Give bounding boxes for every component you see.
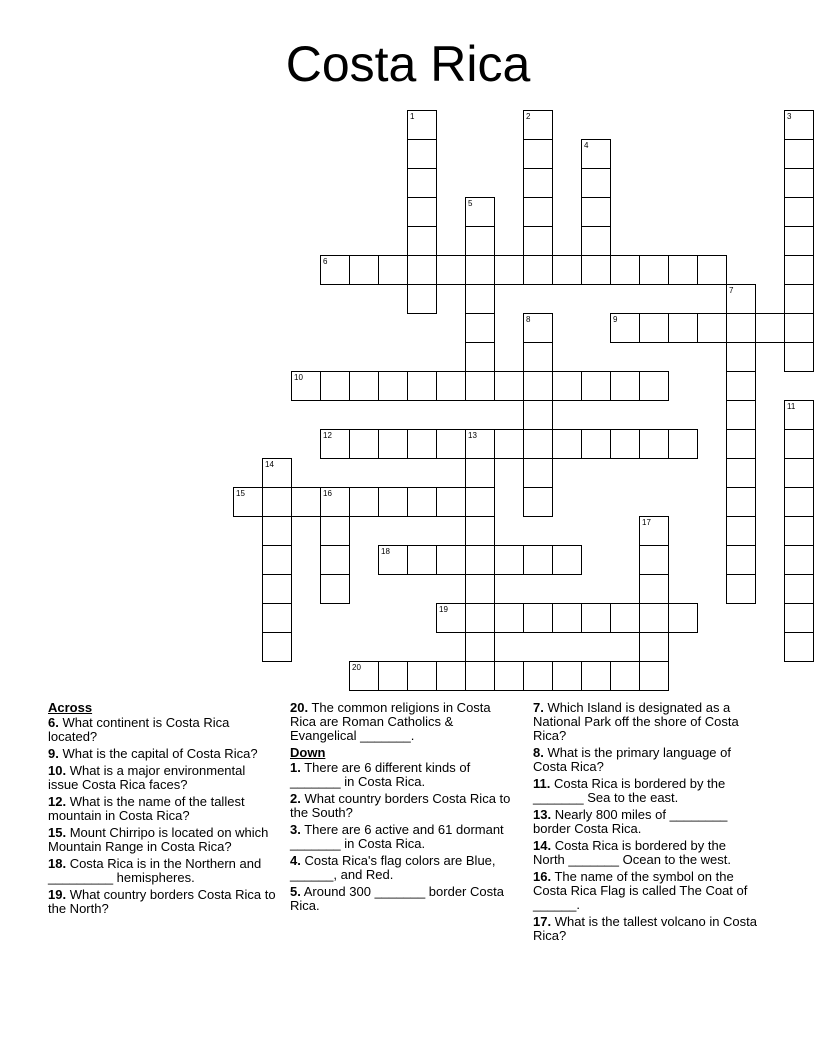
grid-cell[interactable] xyxy=(465,632,495,662)
clue-across-12: 12. What is the name of the tallest mountain in Costa Rica? xyxy=(48,794,245,823)
grid-cell[interactable] xyxy=(726,458,756,488)
grid-cell[interactable] xyxy=(407,429,437,459)
clue-down-2: 2. What country borders Costa Rica to the South? xyxy=(290,791,511,820)
grid-cell[interactable] xyxy=(436,661,466,691)
grid-cell[interactable] xyxy=(465,342,495,372)
grid-cell[interactable] xyxy=(784,400,814,430)
grid-cell[interactable] xyxy=(726,545,756,575)
grid-cell[interactable] xyxy=(349,661,379,691)
grid-cell[interactable] xyxy=(581,371,611,401)
grid-cell[interactable] xyxy=(726,313,756,343)
clues-column-1 xyxy=(48,701,276,919)
grid-cell[interactable] xyxy=(465,574,495,604)
grid-cell[interactable] xyxy=(407,197,437,227)
cell-number: 4 xyxy=(584,141,589,150)
grid-cell[interactable] xyxy=(784,197,814,227)
grid-cell[interactable] xyxy=(291,371,321,401)
cell-number: 3 xyxy=(787,112,792,121)
grid-cell[interactable] xyxy=(494,429,524,459)
grid-cell[interactable] xyxy=(523,661,553,691)
grid-cell[interactable] xyxy=(726,400,756,430)
grid-cell[interactable] xyxy=(320,487,350,517)
grid-cell[interactable] xyxy=(610,661,640,691)
cell-number: 1 xyxy=(410,112,415,121)
cell-number: 17 xyxy=(642,518,651,527)
cell-number: 5 xyxy=(468,199,473,208)
grid-cell[interactable] xyxy=(784,603,814,633)
clue-down-13: 13. Nearly 800 miles of ________ border Costa Rica. xyxy=(533,807,728,836)
grid-cell[interactable] xyxy=(320,516,350,546)
grid-cell[interactable] xyxy=(784,545,814,575)
grid-cell[interactable] xyxy=(726,516,756,546)
grid-cell[interactable] xyxy=(349,255,379,285)
grid-cell[interactable] xyxy=(407,255,437,285)
grid-cell[interactable] xyxy=(320,545,350,575)
cell-number: 6 xyxy=(323,257,328,266)
grid-cell[interactable] xyxy=(784,429,814,459)
grid-cell[interactable] xyxy=(378,429,408,459)
grid-cell[interactable] xyxy=(726,487,756,517)
grid-cell[interactable] xyxy=(668,255,698,285)
cell-number: 7 xyxy=(729,286,734,295)
grid-cell[interactable] xyxy=(581,429,611,459)
cell-number: 20 xyxy=(352,663,361,672)
grid-cell[interactable] xyxy=(523,139,553,169)
clues-column-2 xyxy=(290,701,518,916)
grid-cell[interactable] xyxy=(639,516,669,546)
clues-column-3 xyxy=(533,701,761,946)
grid-cell[interactable] xyxy=(465,603,495,633)
cell-number: 11 xyxy=(787,402,796,411)
grid-cell[interactable] xyxy=(494,255,524,285)
grid-cell[interactable] xyxy=(494,371,524,401)
grid-cell[interactable] xyxy=(407,284,437,314)
grid-cell[interactable] xyxy=(552,603,582,633)
grid-cell[interactable] xyxy=(262,545,292,575)
grid-cell[interactable] xyxy=(639,313,669,343)
grid-cell[interactable] xyxy=(610,429,640,459)
clue-down-16: 16. The name of the symbol on the Costa Rica Flag is called The Coat of ______. xyxy=(533,869,748,912)
grid-cell[interactable] xyxy=(465,226,495,256)
grid-cell[interactable] xyxy=(465,429,495,459)
cell-number: 10 xyxy=(294,373,303,382)
grid-cell[interactable] xyxy=(552,371,582,401)
grid-cell[interactable] xyxy=(726,429,756,459)
grid-cell[interactable] xyxy=(465,458,495,488)
grid-cell[interactable] xyxy=(378,487,408,517)
grid-cell[interactable] xyxy=(523,226,553,256)
puzzle-title: Costa Rica xyxy=(285,36,531,92)
clue-across-15: 15. Mount Chirripo is located on which Mountain Range in Costa Rica? xyxy=(48,825,269,854)
grid-cell[interactable] xyxy=(523,342,553,372)
clue-across-18: 18. Costa Rica is in the Northern and _________ hemispheres. xyxy=(48,856,262,885)
cell-number: 19 xyxy=(439,605,448,614)
grid-cell[interactable] xyxy=(465,197,495,227)
grid-cell[interactable] xyxy=(697,255,727,285)
grid-cell[interactable] xyxy=(552,545,582,575)
grid-cell[interactable] xyxy=(436,371,466,401)
clue-across-9: 9. What is the capital of Costa Rica? xyxy=(48,746,258,761)
grid-cell[interactable] xyxy=(784,574,814,604)
grid-cell[interactable] xyxy=(465,545,495,575)
cell-number: 16 xyxy=(323,489,332,498)
grid-cell[interactable] xyxy=(494,661,524,691)
grid-cell[interactable] xyxy=(378,661,408,691)
grid-cell[interactable] xyxy=(465,661,495,691)
grid-cell[interactable] xyxy=(581,139,611,169)
grid-cell[interactable] xyxy=(407,168,437,198)
grid-cell[interactable] xyxy=(581,603,611,633)
grid-cell[interactable] xyxy=(639,255,669,285)
grid-cell[interactable] xyxy=(523,400,553,430)
cell-number: 8 xyxy=(526,315,531,324)
grid-cell[interactable] xyxy=(436,429,466,459)
grid-cell[interactable] xyxy=(494,545,524,575)
grid-cell[interactable] xyxy=(581,168,611,198)
down-heading: Down xyxy=(290,745,326,760)
grid-cell[interactable] xyxy=(755,313,785,343)
grid-cell[interactable] xyxy=(378,371,408,401)
cell-number: 14 xyxy=(265,460,274,469)
cell-number: 13 xyxy=(468,431,477,440)
grid-cell[interactable] xyxy=(320,255,350,285)
grid-cell[interactable] xyxy=(523,429,553,459)
grid-cell[interactable] xyxy=(668,429,698,459)
grid-cell[interactable] xyxy=(610,603,640,633)
grid-cell[interactable] xyxy=(523,603,553,633)
grid-cell[interactable] xyxy=(610,255,640,285)
grid-cell[interactable] xyxy=(407,139,437,169)
grid-cell[interactable] xyxy=(407,226,437,256)
grid-cell[interactable] xyxy=(552,661,582,691)
grid-cell[interactable] xyxy=(378,255,408,285)
grid-cell[interactable] xyxy=(349,371,379,401)
grid-cell[interactable] xyxy=(262,603,292,633)
grid-cell[interactable] xyxy=(639,545,669,575)
grid-cell[interactable] xyxy=(639,371,669,401)
clue-down-7: 7. Which Island is designated as a National Park off the shore of Costa Rica? xyxy=(533,700,739,743)
clue-down-3: 3. There are 6 active and 61 dormant _______ in Costa Rica. xyxy=(290,822,504,851)
grid-cell[interactable] xyxy=(784,458,814,488)
grid-cell[interactable] xyxy=(523,545,553,575)
grid-cell[interactable] xyxy=(784,139,814,169)
grid-cell[interactable] xyxy=(349,429,379,459)
grid-cell[interactable] xyxy=(639,603,669,633)
grid-cell[interactable] xyxy=(784,632,814,662)
grid-cell[interactable] xyxy=(523,110,553,140)
clue-down-4: 4. Costa Rica's flag colors are Blue, ______, and Red. xyxy=(290,853,496,882)
grid-cell[interactable] xyxy=(697,313,727,343)
grid-cell[interactable] xyxy=(349,487,379,517)
grid-cell[interactable] xyxy=(320,429,350,459)
clue-across-19: 19. What country borders Costa Rica to the North? xyxy=(48,887,276,916)
clue-across-6: 6. What continent is Costa Rica located? xyxy=(48,715,230,744)
grid-cell[interactable] xyxy=(523,487,553,517)
clue-down-17: 17. What is the tallest volcano in Costa Rica? xyxy=(533,914,758,943)
grid-cell[interactable] xyxy=(726,342,756,372)
cell-number: 15 xyxy=(236,489,245,498)
grid-cell[interactable] xyxy=(378,545,408,575)
across-heading: Across xyxy=(48,700,93,715)
grid-cell[interactable] xyxy=(581,255,611,285)
grid-cell[interactable] xyxy=(552,255,582,285)
grid-cell[interactable] xyxy=(523,168,553,198)
grid-cell[interactable] xyxy=(610,313,640,343)
grid-cell[interactable] xyxy=(465,516,495,546)
cell-number: 12 xyxy=(323,431,332,440)
grid-cell[interactable] xyxy=(436,603,466,633)
grid-cell[interactable] xyxy=(465,371,495,401)
grid-cell[interactable] xyxy=(523,458,553,488)
clue-across-20: 20. The common religions in Costa Rica are Roman Catholics & Evangelical _______. xyxy=(290,700,491,743)
grid-cell[interactable] xyxy=(233,487,263,517)
grid-cell[interactable] xyxy=(726,371,756,401)
cell-number: 2 xyxy=(526,112,531,121)
grid-cell[interactable] xyxy=(784,168,814,198)
grid-cell[interactable] xyxy=(639,632,669,662)
grid-cell[interactable] xyxy=(784,487,814,517)
grid-cell[interactable] xyxy=(436,487,466,517)
grid-cell[interactable] xyxy=(523,197,553,227)
grid-cell[interactable] xyxy=(465,255,495,285)
grid-cell[interactable] xyxy=(320,574,350,604)
clue-across-10: 10. What is a major environmental issue Costa Rica faces? xyxy=(48,763,246,792)
grid-cell[interactable] xyxy=(784,284,814,314)
clue-down-11: 11. Costa Rica is bordered by the _______ Sea to the east. xyxy=(533,776,726,805)
grid-cell[interactable] xyxy=(407,110,437,140)
grid-cell[interactable] xyxy=(726,284,756,314)
grid-cell[interactable] xyxy=(523,371,553,401)
grid-cell[interactable] xyxy=(494,603,524,633)
clue-down-8: 8. What is the primary language of Costa Rica? xyxy=(533,745,731,774)
grid-cell[interactable] xyxy=(581,197,611,227)
grid-cell[interactable] xyxy=(784,110,814,140)
grid-cell[interactable] xyxy=(407,545,437,575)
cell-number: 9 xyxy=(613,315,618,324)
grid-cell[interactable] xyxy=(552,429,582,459)
grid-cell[interactable] xyxy=(291,487,321,517)
grid-cell[interactable] xyxy=(262,487,292,517)
grid-cell[interactable] xyxy=(523,313,553,343)
grid-cell[interactable] xyxy=(465,313,495,343)
grid-cell[interactable] xyxy=(639,574,669,604)
grid-cell[interactable] xyxy=(784,226,814,256)
clue-down-5: 5. Around 300 _______ border Costa Rica. xyxy=(290,884,504,913)
grid-cell[interactable] xyxy=(668,603,698,633)
grid-cell[interactable] xyxy=(407,371,437,401)
grid-cell[interactable] xyxy=(668,313,698,343)
grid-cell[interactable] xyxy=(262,458,292,488)
grid-cell[interactable] xyxy=(436,255,466,285)
grid-cell[interactable] xyxy=(465,487,495,517)
grid-cell[interactable] xyxy=(436,545,466,575)
grid-cell[interactable] xyxy=(639,661,669,691)
grid-cell[interactable] xyxy=(262,574,292,604)
grid-cell[interactable] xyxy=(610,371,640,401)
grid-cell[interactable] xyxy=(726,574,756,604)
cell-number: 18 xyxy=(381,547,390,556)
clue-down-14: 14. Costa Rica is bordered by the North _______ Ocean to the west. xyxy=(533,838,732,867)
clue-down-1: 1. There are 6 different kinds of _______ in Costa Rica. xyxy=(290,760,471,789)
grid-cell[interactable] xyxy=(407,487,437,517)
grid-cell[interactable] xyxy=(262,516,292,546)
grid-cell[interactable] xyxy=(581,226,611,256)
grid-cell[interactable] xyxy=(262,632,292,662)
grid-cell[interactable] xyxy=(784,516,814,546)
grid-cell[interactable] xyxy=(465,284,495,314)
grid-cell[interactable] xyxy=(784,313,814,343)
grid-cell[interactable] xyxy=(784,255,814,285)
grid-cell[interactable] xyxy=(784,342,814,372)
grid-cell[interactable] xyxy=(320,371,350,401)
grid-cell[interactable] xyxy=(639,429,669,459)
grid-cell[interactable] xyxy=(581,661,611,691)
grid-cell[interactable] xyxy=(407,661,437,691)
grid-cell[interactable] xyxy=(523,255,553,285)
